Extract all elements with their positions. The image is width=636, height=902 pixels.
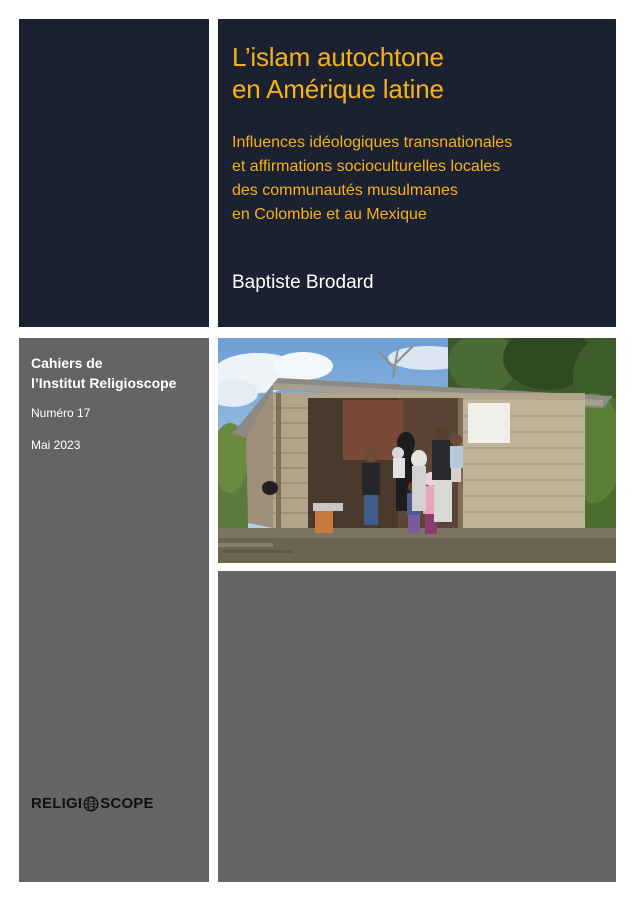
publication-date: Mai 2023 <box>31 438 81 452</box>
author-name: Baptiste Brodard <box>232 272 374 293</box>
series-name: Cahiers de l’Institut Religioscope <box>31 355 177 391</box>
series-sidebar <box>19 338 209 882</box>
top-left-block <box>19 19 209 327</box>
issue-number: Numéro 17 <box>31 406 91 420</box>
bottom-right-block <box>218 571 616 882</box>
book-title: L’islam autochtone en Amérique latine <box>232 42 444 104</box>
religioscope-logo <box>31 794 154 814</box>
logo-text-left: RELIGI <box>31 795 83 812</box>
family-house-photo <box>218 338 616 563</box>
cover-photo <box>218 338 616 563</box>
globe-icon <box>83 796 99 812</box>
title-block <box>218 19 616 327</box>
book-subtitle: Influences idéologiques transnationales et affirmations socioculturelles locales des communautés musulmanes en Colombie et au Mexique <box>232 134 513 223</box>
logo-text-right: SCOPE <box>100 795 154 812</box>
